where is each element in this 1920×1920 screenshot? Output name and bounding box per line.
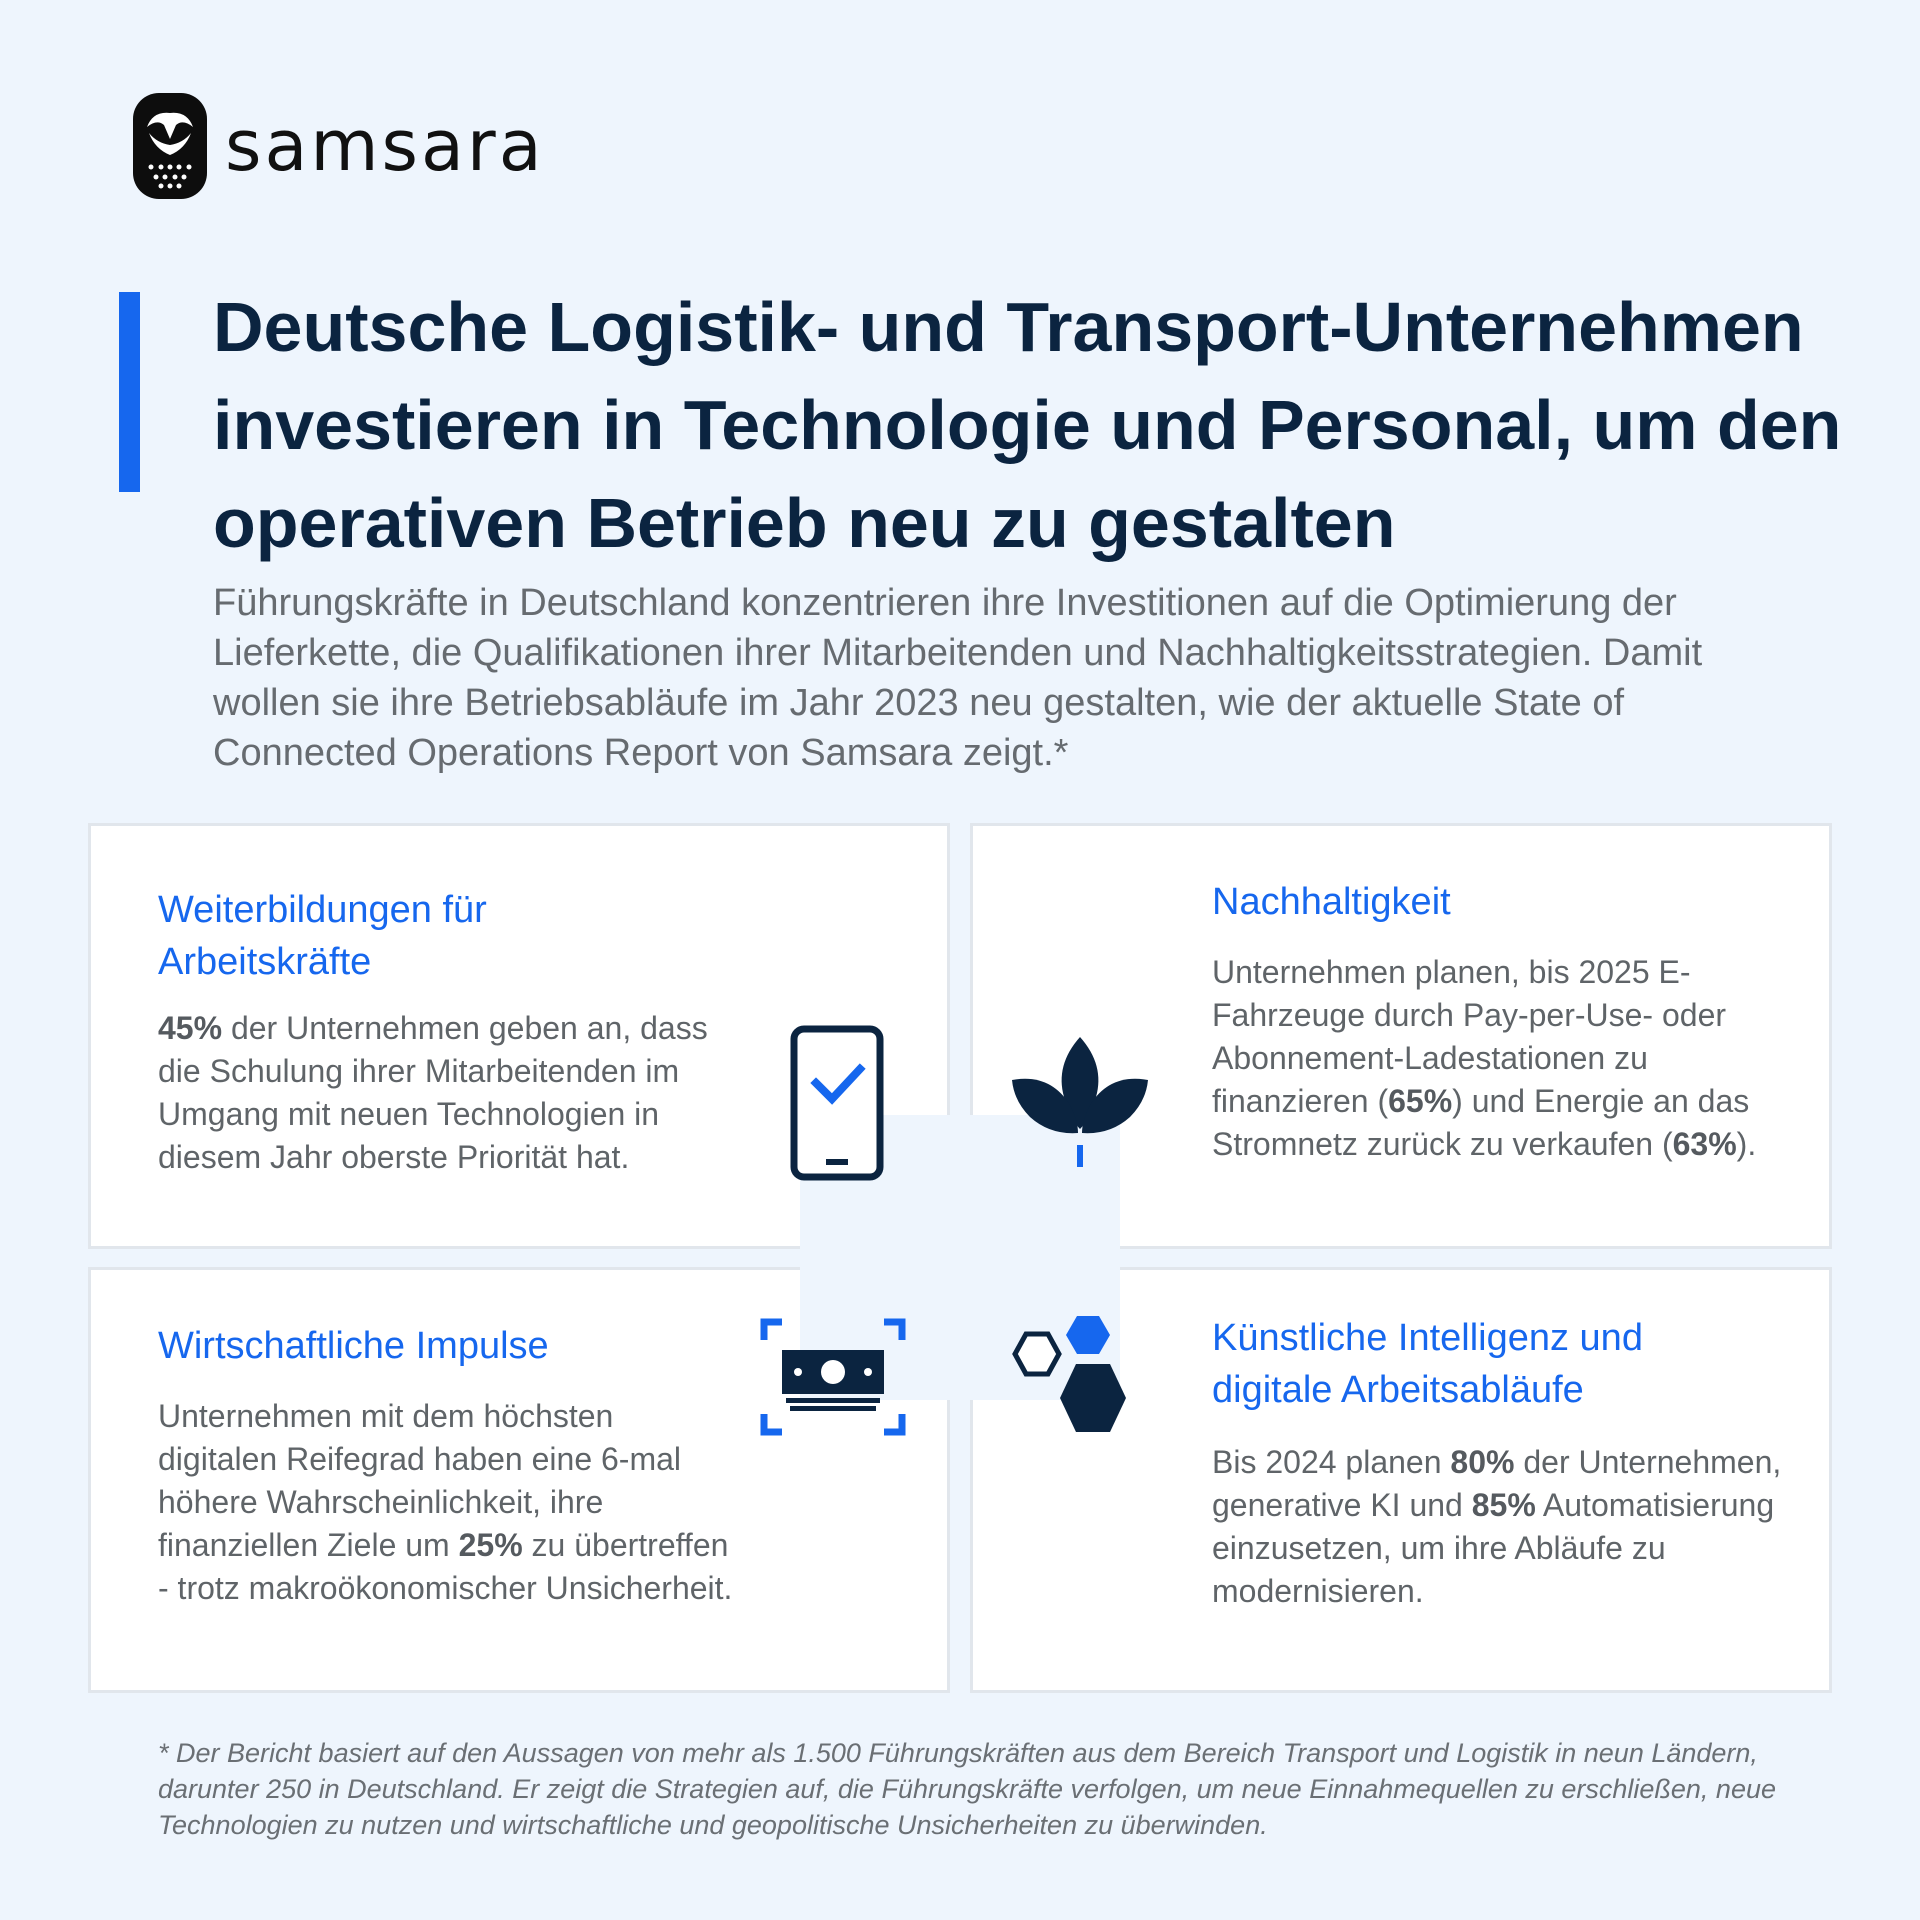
sustainability-text-2: ) und Energie an das Stromnetz zurück zu verkaufen ( — [1212, 1083, 1750, 1162]
ai-text-2: der Unternehmen, generative KI und — [1212, 1444, 1782, 1523]
sustainability-stat-1: 65% — [1388, 1083, 1453, 1119]
ai-stat-1: 80% — [1450, 1444, 1515, 1480]
workforce-text-body: der Unternehmen geben an, dass die Schulung ihrer Mitarbeitenden im Umgang mit neuen Technologien in diesem Jahr oberste Priorität hat. — [158, 1010, 708, 1175]
plant-leaves-icon — [1010, 1035, 1150, 1170]
samsara-logo — [133, 93, 545, 199]
sustainability-text — [1212, 951, 1797, 1166]
workforce-stat: 45% — [158, 1010, 223, 1046]
economic-text-1: Unternehmen mit dem höchsten digitalen Reifegrad haben eine 6-mal höhere Wahrscheinlichkeit, ihre finanziellen Ziele um — [158, 1398, 682, 1563]
sustainability-title: Nachhaltigkeit — [1212, 881, 1451, 923]
ai-text — [1212, 1441, 1802, 1613]
workforce-text — [158, 1007, 738, 1179]
economic-text-2: zu übertreffen - trotz makroökonomischer Unsicherheit. — [158, 1527, 733, 1606]
money-scan-icon — [760, 1318, 906, 1436]
sustainability-text-1: Unternehmen planen, bis 2025 E-Fahrzeuge durch Pay-per-Use- oder Abonnement-Ladestationen zu finanzieren ( — [1212, 954, 1727, 1119]
ai-text-3: Automatisierung einzusetzen, um ihre Abläufe zu modernisieren. — [1212, 1487, 1775, 1609]
headline-accent-bar — [119, 292, 140, 492]
footnote: * Der Bericht basiert auf den Aussagen von mehr als 1.500 Führungskräften aus dem Bereich Transport und Logistik in neun Ländern, darunter 250 in Deutschland. Er zeigt die Strategien auf, die Führungskräfte verfolgen, um neue Einnahmequellen zu erschließen, neue Technologien zu nutzen und wirtschaftliche und geopolitische Unsicherheiten zu überwinden. — [158, 1738, 1776, 1840]
owl-logo-icon — [133, 93, 207, 199]
economic-text — [158, 1395, 738, 1610]
ai-title: Künstliche Intelligenz und digitale Arbeitsabläufe — [1212, 1317, 1643, 1411]
ai-stat-2: 85% — [1471, 1487, 1536, 1523]
sustainability-text-3: ). — [1736, 1126, 1757, 1162]
workforce-title: Weiterbildungen für Arbeitskräfte — [158, 889, 487, 983]
economic-title: Wirtschaftliche Impulse — [158, 1325, 549, 1367]
economic-stat: 25% — [458, 1527, 523, 1563]
intro-paragraph: Führungskräfte in Deutschland konzentrieren ihre Investitionen auf die Optimierung der Lieferkette, die Qualifikationen ihrer Mitarbeitenden und Nachhaltigkeitsstrategien. Damit wollen sie ihre Betriebsabläufe im Jahr 2023 neu gestalten, wie der aktuelle State of Connected Operations Report von Samsara zeigt.* — [213, 582, 1703, 774]
hexagons-icon — [1008, 1314, 1146, 1438]
sustainability-stat-2: 63% — [1672, 1126, 1737, 1162]
brand-name: samsara — [225, 105, 545, 187]
ai-text-1: Bis 2024 planen — [1212, 1444, 1451, 1480]
page-title: Deutsche Logistik- und Transport-Unternehmen investieren in Technologie und Personal, um den operativen Betrieb neu zu gestalten — [213, 288, 1842, 562]
smartphone-check-icon — [790, 1025, 884, 1181]
